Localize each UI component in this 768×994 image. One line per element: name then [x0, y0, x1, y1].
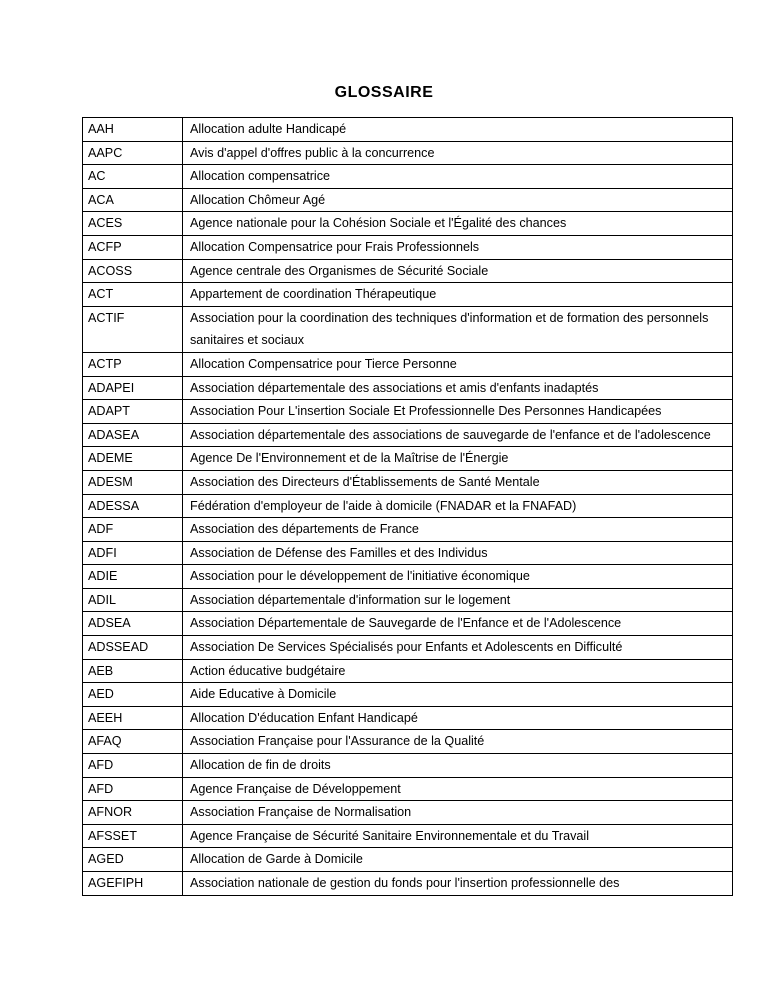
glossary-row — [83, 565, 733, 589]
glossary-row — [83, 141, 733, 165]
glossary-row — [83, 259, 733, 283]
glossary-row — [83, 706, 733, 730]
glossary-abbreviation: AEB — [83, 659, 183, 683]
glossary-row — [83, 659, 733, 683]
glossary-abbreviation: ACT — [83, 283, 183, 307]
glossary-row — [83, 824, 733, 848]
glossary-body — [83, 118, 733, 896]
glossary-row — [83, 730, 733, 754]
glossary-definition: Allocation Chômeur Agé — [183, 188, 733, 212]
glossary-definition: Association Française pour l'Assurance de la Qualité — [183, 730, 733, 754]
glossary-abbreviation: ADAPEI — [83, 376, 183, 400]
glossary-definition: Appartement de coordination Thérapeutique — [183, 283, 733, 307]
glossary-definition: Agence De l'Environnement et de la Maîtrise de l'Énergie — [183, 447, 733, 471]
glossary-abbreviation: ADASEA — [83, 423, 183, 447]
glossary-abbreviation: ADESSA — [83, 494, 183, 518]
glossary-definition: Association Départementale de Sauvegarde de l'Enfance et de l'Adolescence — [183, 612, 733, 636]
glossary-abbreviation: AGEFIPH — [83, 872, 183, 896]
glossary-row — [83, 306, 733, 352]
glossary-row — [83, 376, 733, 400]
glossary-definition: Association départementale des associations et amis d'enfants inadaptés — [183, 376, 733, 400]
glossary-definition: Association départementale d'information sur le logement — [183, 588, 733, 612]
glossary-row — [83, 801, 733, 825]
glossary-definition: Association nationale de gestion du fonds pour l'insertion professionnelle des — [183, 872, 733, 896]
glossary-abbreviation: AFD — [83, 754, 183, 778]
glossary-definition: Association pour le développement de l'initiative économique — [183, 565, 733, 589]
glossary-abbreviation: ADFI — [83, 541, 183, 565]
glossary-abbreviation: ADIL — [83, 588, 183, 612]
glossary-row — [83, 352, 733, 376]
glossary-row — [83, 683, 733, 707]
glossary-definition: Agence Française de Sécurité Sanitaire Environnementale et du Travail — [183, 824, 733, 848]
glossary-abbreviation: ACTP — [83, 352, 183, 376]
glossary-definition: Fédération d'employeur de l'aide à domicile (FNADAR et la FNAFAD) — [183, 494, 733, 518]
glossary-abbreviation: AFNOR — [83, 801, 183, 825]
glossary-abbreviation: ADEME — [83, 447, 183, 471]
glossary-definition: Allocation de Garde à Domicile — [183, 848, 733, 872]
glossary-definition: Allocation Compensatrice pour Frais Professionnels — [183, 235, 733, 259]
glossary-row — [83, 848, 733, 872]
glossary-abbreviation: AAH — [83, 118, 183, 142]
glossary-abbreviation: AFSSET — [83, 824, 183, 848]
page-title: GLOSSAIRE — [334, 84, 434, 101]
glossary-row — [83, 636, 733, 660]
glossary-definition: Association départementale des associations de sauvegarde de l'enfance et de l'adolescence — [183, 423, 733, 447]
glossary-table — [82, 117, 733, 896]
glossary-row — [83, 777, 733, 801]
glossary-abbreviation: AGED — [83, 848, 183, 872]
glossary-definition: Association des départements de France — [183, 518, 733, 542]
glossary-definition: Association Pour L'insertion Sociale Et Professionnelle Des Personnes Handicapées — [183, 400, 733, 424]
glossary-definition: Agence centrale des Organismes de Sécurité Sociale — [183, 259, 733, 283]
glossary-abbreviation: ACES — [83, 212, 183, 236]
glossary-abbreviation: AFAQ — [83, 730, 183, 754]
glossary-definition: Allocation Compensatrice pour Tierce Personne — [183, 352, 733, 376]
glossary-row — [83, 423, 733, 447]
glossary-row — [83, 118, 733, 142]
glossary-definition: Agence Française de Développement — [183, 777, 733, 801]
glossary-row — [83, 872, 733, 896]
glossary-row — [83, 612, 733, 636]
glossary-row — [83, 494, 733, 518]
glossary-abbreviation: ADIE — [83, 565, 183, 589]
glossary-definition: Allocation compensatrice — [183, 165, 733, 189]
glossary-abbreviation: AFD — [83, 777, 183, 801]
glossary-row — [83, 588, 733, 612]
glossary-definition: Aide Educative à Domicile — [183, 683, 733, 707]
glossary-row — [83, 541, 733, 565]
glossary-abbreviation: ADSEA — [83, 612, 183, 636]
glossary-abbreviation: AED — [83, 683, 183, 707]
glossary-row — [83, 165, 733, 189]
glossary-row — [83, 188, 733, 212]
glossary-row — [83, 470, 733, 494]
glossary-row — [83, 235, 733, 259]
glossary-abbreviation: ACA — [83, 188, 183, 212]
glossary-abbreviation: ADESM — [83, 470, 183, 494]
glossary-definition: Allocation D'éducation Enfant Handicapé — [183, 706, 733, 730]
glossary-row — [83, 518, 733, 542]
glossary-row — [83, 212, 733, 236]
glossary-abbreviation: ADAPT — [83, 400, 183, 424]
glossary-abbreviation: ADSSEAD — [83, 636, 183, 660]
glossary-row — [83, 283, 733, 307]
glossary-abbreviation: AC — [83, 165, 183, 189]
glossary-definition: Association Française de Normalisation — [183, 801, 733, 825]
glossary-definition: Association des Directeurs d'Établissements de Santé Mentale — [183, 470, 733, 494]
glossary-definition: Allocation adulte Handicapé — [183, 118, 733, 142]
glossary-abbreviation: AAPC — [83, 141, 183, 165]
glossary-abbreviation: ACTIF — [83, 306, 183, 352]
glossary-definition: Agence nationale pour la Cohésion Sociale et l'Égalité des chances — [183, 212, 733, 236]
glossary-abbreviation: ACFP — [83, 235, 183, 259]
glossary-definition: Association pour la coordination des techniques d'information et de formation des personnels sanitaires et sociaux — [183, 306, 733, 352]
glossary-abbreviation: ADF — [83, 518, 183, 542]
glossary-definition: Allocation de fin de droits — [183, 754, 733, 778]
glossary-definition: Avis d'appel d'offres public à la concurrence — [183, 141, 733, 165]
glossary-row — [83, 447, 733, 471]
glossary-abbreviation: AEEH — [83, 706, 183, 730]
glossary-row — [83, 754, 733, 778]
glossary-definition: Association de Défense des Familles et des Individus — [183, 541, 733, 565]
glossary-row — [83, 400, 733, 424]
glossary-definition: Action éducative budgétaire — [183, 659, 733, 683]
glossary-definition: Association De Services Spécialisés pour Enfants et Adolescents en Difficulté — [183, 636, 733, 660]
glossary-abbreviation: ACOSS — [83, 259, 183, 283]
